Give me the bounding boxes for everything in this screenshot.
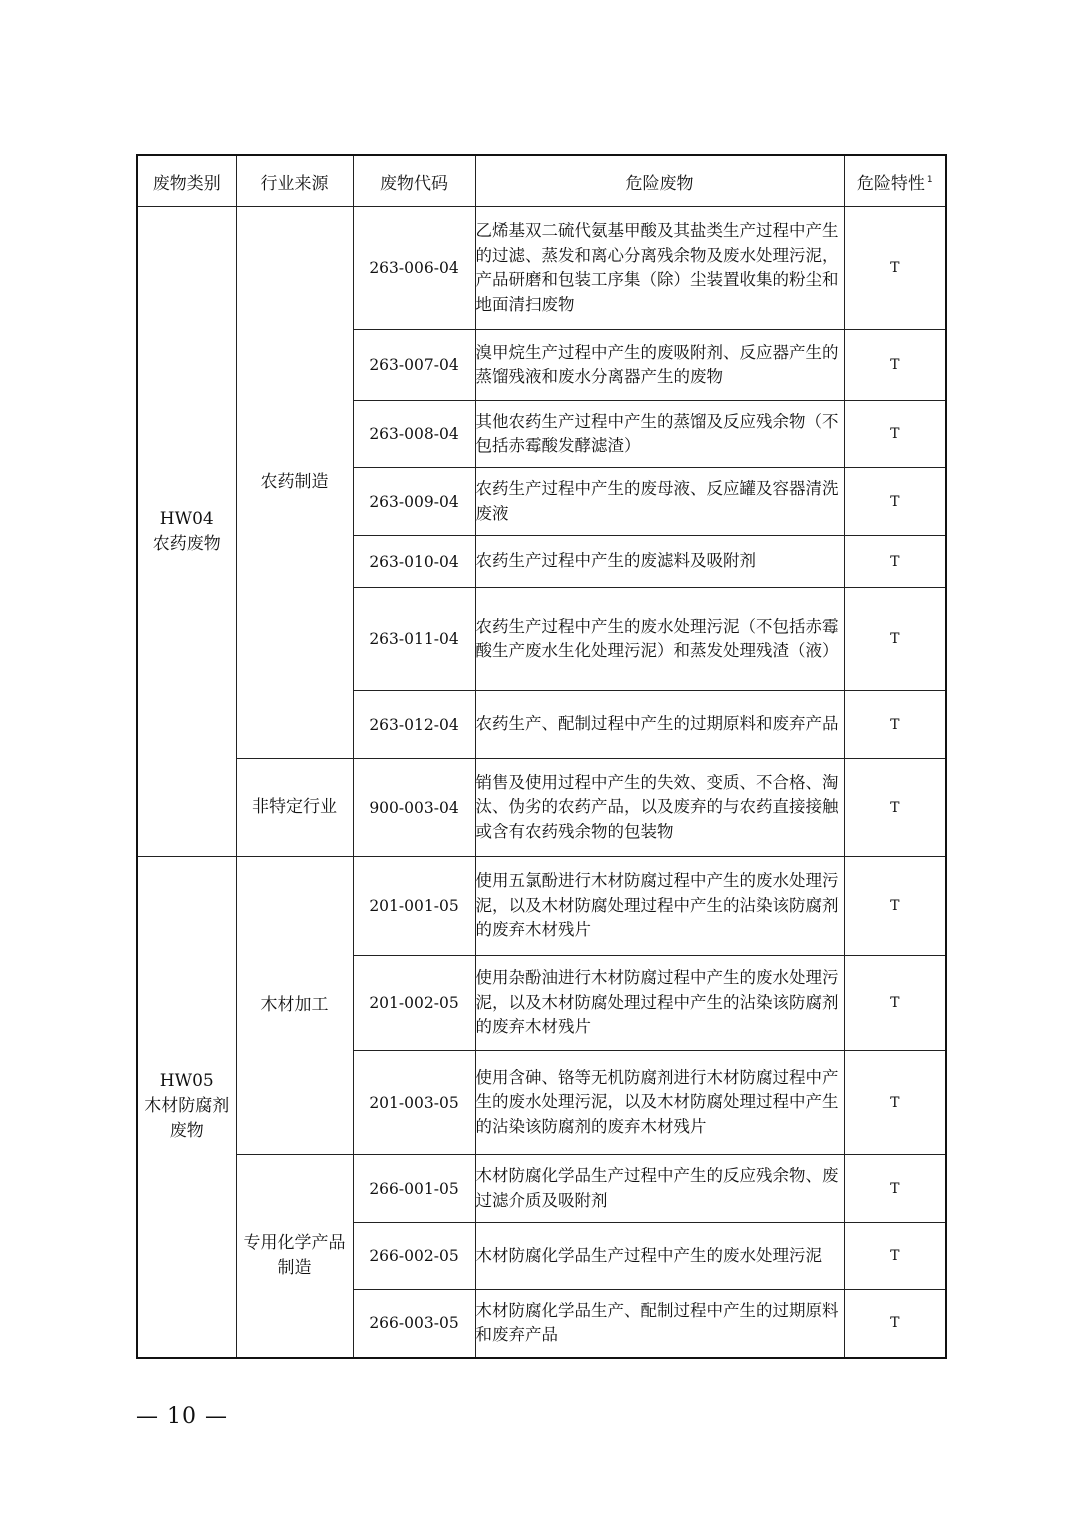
hazard-property: T: [844, 588, 946, 691]
waste-description: 其他农药生产过程中产生的蒸馏及反应残余物（不包括赤霉酸发酵滤渣）: [475, 401, 844, 468]
category-hw05: HW05 木材防腐剂 废物: [137, 857, 236, 1358]
hazard-property: T: [844, 956, 946, 1051]
hazard-property: T: [844, 759, 946, 857]
table-row: [137, 207, 946, 330]
waste-description: 木材防腐化学品生产过程中产生的反应残余物、废过滤介质及吸附剂: [475, 1155, 844, 1223]
waste-code: 263-009-04: [353, 468, 475, 536]
hazard-property: T: [844, 401, 946, 468]
waste-code: 263-007-04: [353, 330, 475, 401]
waste-code: 266-002-05: [353, 1223, 475, 1290]
waste-code: 201-001-05: [353, 857, 475, 956]
page-number: — 10 —: [136, 1404, 228, 1429]
waste-code: 266-001-05: [353, 1155, 475, 1223]
waste-description: 乙烯基双二硫代氨基甲酸及其盐类生产过程中产生的过滤、蒸发和离心分离残余物及废水处理污泥，产品研磨和包装工序集（除）尘装置收集的粉尘和地面清扫废物: [475, 207, 844, 330]
hazard-property: T: [844, 1155, 946, 1223]
waste-code: 263-010-04: [353, 536, 475, 588]
waste-code: 263-011-04: [353, 588, 475, 691]
hazard-property: T: [844, 857, 946, 956]
waste-description: 销售及使用过程中产生的失效、变质、不合格、淘汰、伪劣的农药产品，以及废弃的与农药直接接触或含有农药残余物的包装物: [475, 759, 844, 857]
hazard-property: T: [844, 330, 946, 401]
source-special-chemical-manufacturing: 专用化学产品 制造: [236, 1155, 353, 1358]
hazard-property: T: [844, 1223, 946, 1290]
hazard-property: T: [844, 207, 946, 330]
waste-description: 农药生产过程中产生的废水处理污泥（不包括赤霉酸生产废水生化处理污泥）和蒸发处理残渣（液）: [475, 588, 844, 691]
hazard-property: T: [844, 536, 946, 588]
table-row: [137, 759, 946, 857]
waste-description: 农药生产、配制过程中产生的过期原料和废弃产品: [475, 691, 844, 759]
hazard-property: T: [844, 468, 946, 536]
waste-description: 木材防腐化学品生产过程中产生的废水处理污泥: [475, 1223, 844, 1290]
hazard-property: T: [844, 1051, 946, 1155]
header-property-label: 危险特性: [856, 173, 925, 194]
waste-code: 263-006-04: [353, 207, 475, 330]
waste-description: 木材防腐化学品生产、配制过程中产生的过期原料和废弃产品: [475, 1290, 844, 1358]
source-wood-processing: 木材加工: [236, 857, 353, 1155]
waste-description: 农药生产过程中产生的废母液、反应罐及容器清洗废液: [475, 468, 844, 536]
category-hw04: HW04 农药废物: [137, 207, 236, 857]
hazard-property: T: [844, 691, 946, 759]
header-row: [137, 155, 946, 207]
waste-code: 263-012-04: [353, 691, 475, 759]
hazardous-waste-table: [136, 154, 947, 1359]
waste-description: 使用杂酚油进行木材防腐过程中产生的废水处理污泥，以及木材防腐处理过程中产生的沾染该防腐剂的废弃木材残片: [475, 956, 844, 1051]
waste-code: 263-008-04: [353, 401, 475, 468]
header-source: 行业来源: [236, 155, 353, 207]
hazard-property: T: [844, 1290, 946, 1358]
source-pesticide-manufacturing: 农药制造: [236, 207, 353, 759]
waste-code: 201-003-05: [353, 1051, 475, 1155]
header-code: 废物代码: [353, 155, 475, 207]
waste-code: 900-003-04: [353, 759, 475, 857]
waste-description: 溴甲烷生产过程中产生的废吸附剂、反应器产生的蒸馏残液和废水分离器产生的废物: [475, 330, 844, 401]
waste-code: 201-002-05: [353, 956, 475, 1051]
header-property-footnote: 1: [926, 174, 933, 185]
table-row: [137, 1155, 946, 1223]
waste-description: 使用五氯酚进行木材防腐过程中产生的废水处理污泥，以及木材防腐处理过程中产生的沾染该防腐剂的废弃木材残片: [475, 857, 844, 956]
source-non-specific: 非特定行业: [236, 759, 353, 857]
header-property: [844, 155, 946, 207]
waste-description: 农药生产过程中产生的废滤料及吸附剂: [475, 536, 844, 588]
waste-code: 266-003-05: [353, 1290, 475, 1358]
waste-description: 使用含砷、铬等无机防腐剂进行木材防腐过程中产生的废水处理污泥，以及木材防腐处理过程中产生的沾染该防腐剂的废弃木材残片: [475, 1051, 844, 1155]
header-category: 废物类别: [137, 155, 236, 207]
table-row: [137, 857, 946, 956]
header-waste: 危险废物: [475, 155, 844, 207]
